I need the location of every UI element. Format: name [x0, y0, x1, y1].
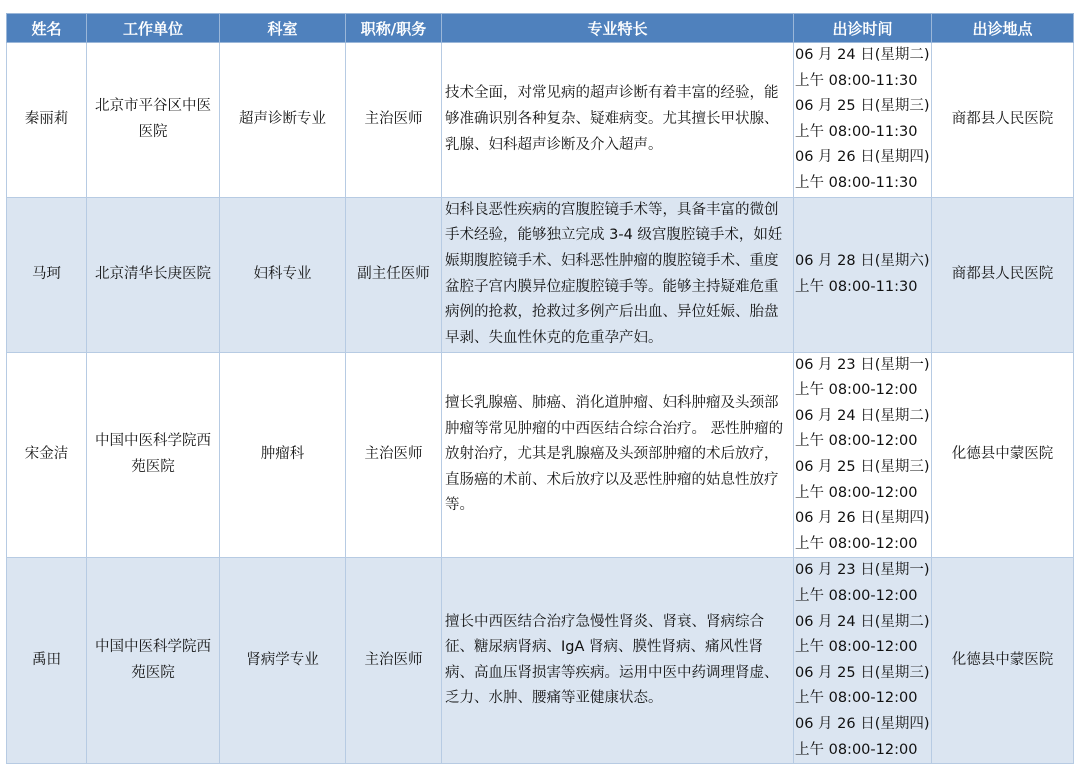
schedule-line: 上午 08:00-12:00 — [795, 535, 918, 552]
header-name: 姓名 — [7, 14, 87, 43]
schedule-line: 06 月 23 日(星期一) — [795, 356, 930, 373]
schedule-line: 06 月 24 日(星期二) — [795, 613, 930, 630]
table-row — [7, 352, 1074, 558]
header-specialty: 专业特长 — [442, 14, 794, 43]
cell-specialty: 技术全面，对常见病的超声诊断有着丰富的经验，能够准确识别各种复杂、疑难病变。尤其擅长甲状腺、乳腺、妇科超声诊断及介入超声。 — [442, 43, 794, 198]
schedule-line: 上午 08:00-12:00 — [795, 484, 918, 501]
schedule-line: 上午 08:00-11:30 — [795, 123, 918, 140]
cell-department: 肾病学专业 — [220, 558, 346, 764]
cell-schedule — [794, 352, 932, 558]
cell-schedule — [794, 197, 932, 352]
cell-unit: 中国中医科学院西苑医院 — [87, 558, 220, 764]
doctor-schedule-table-wrapper — [6, 13, 1073, 764]
schedule-line: 上午 08:00-12:00 — [795, 382, 918, 399]
schedule-line: 06 月 26 日(星期四) — [795, 510, 930, 527]
schedule-line: 上午 08:00-12:00 — [795, 690, 918, 707]
schedule-line: 上午 08:00-12:00 — [795, 588, 918, 605]
schedule-line: 06 月 23 日(星期一) — [795, 562, 930, 579]
cell-schedule — [794, 558, 932, 764]
schedule-line: 上午 08:00-11:30 — [795, 174, 918, 191]
cell-name: 禹田 — [7, 558, 87, 764]
schedule-line: 06 月 26 日(星期四) — [795, 716, 930, 732]
cell-location: 化德县中蒙医院 — [932, 558, 1074, 764]
table-row — [7, 197, 1074, 352]
cell-location: 商都县人民医院 — [932, 43, 1074, 198]
cell-specialty: 妇科良恶性疾病的宫腹腔镜手术等，具备丰富的微创手术经验，能够独立完成 3-4 级宫腹腔镜手术，如妊娠期腹腔镜手术、妇科恶性肿瘤的腹腔镜手术、重度盆腔子宫内膜异位症腹腔镜手等。能够主持疑难危重病例的抢救，抢救过多例产后出血、异位妊娠、胎盘早剥、失血性休克的危重孕产妇。 — [442, 197, 794, 352]
cell-department: 超声诊断专业 — [220, 43, 346, 198]
header-unit: 工作单位 — [87, 14, 220, 43]
header-department: 科室 — [220, 14, 346, 43]
cell-department: 妇科专业 — [220, 197, 346, 352]
schedule-line: 上午 08:00-12:00 — [795, 741, 918, 758]
cell-title: 主治医师 — [346, 43, 442, 198]
cell-name: 秦丽莉 — [7, 43, 87, 198]
cell-title: 主治医师 — [346, 352, 442, 558]
cell-specialty: 擅长中西医结合治疗急慢性肾炎、肾衰、肾病综合征、糖尿病肾病、IgA 肾病、膜性肾病、痛风性肾病、高血压肾损害等疾病。运用中医中药调理肾虚、乏力、水肿、腰痛等亚健康状态。 — [442, 558, 794, 764]
schedule-line: 06 月 26 日(星期四) — [795, 149, 930, 166]
doctor-schedule-table — [6, 13, 1074, 764]
table-header-row — [7, 14, 1074, 43]
cell-department: 肿瘤科 — [220, 352, 346, 558]
cell-specialty: 擅长乳腺癌、肺癌、消化道肿瘤、妇科肿瘤及头颈部肿瘤等常见肿瘤的中西医结合综合治疗。 恶性肿瘤的放射治疗，尤其是乳腺癌及头颈部肿瘤的术后放疗，直肠癌的术前、术后放疗以及恶性肿瘤的姑息性放疗等。 — [442, 352, 794, 558]
schedule-line: 上午 08:00-12:00 — [795, 433, 918, 450]
cell-title: 主治医师 — [346, 558, 442, 764]
schedule-line: 上午 08:00-11:30 — [795, 72, 918, 89]
schedule-line: 上午 08:00-12:00 — [795, 639, 918, 656]
schedule-line: 06 月 25 日(星期三) — [795, 458, 930, 475]
table-row — [7, 558, 1074, 764]
schedule-line: 06 月 24 日(星期二) — [795, 407, 930, 424]
cell-name: 宋金洁 — [7, 352, 87, 558]
schedule-line: 06 月 25 日(星期三) — [795, 98, 930, 115]
schedule-line: 06 月 28 日(星期六) — [795, 252, 930, 269]
header-location: 出诊地点 — [932, 14, 1074, 43]
schedule-line: 06 月 25 日(星期三) — [795, 664, 930, 681]
schedule-line: 06 月 24 日(星期二) — [795, 47, 930, 63]
header-schedule: 出诊时间 — [794, 14, 932, 43]
table-row — [7, 43, 1074, 198]
header-title: 职称/职务 — [346, 14, 442, 43]
cell-schedule — [794, 43, 932, 198]
cell-unit: 北京清华长庚医院 — [87, 197, 220, 352]
cell-name: 马珂 — [7, 197, 87, 352]
cell-location: 商都县人民医院 — [932, 197, 1074, 352]
cell-title: 副主任医师 — [346, 197, 442, 352]
cell-unit: 北京市平谷区中医医院 — [87, 43, 220, 198]
cell-location: 化德县中蒙医院 — [932, 352, 1074, 558]
cell-unit: 中国中医科学院西苑医院 — [87, 352, 220, 558]
schedule-line: 上午 08:00-11:30 — [795, 278, 918, 295]
